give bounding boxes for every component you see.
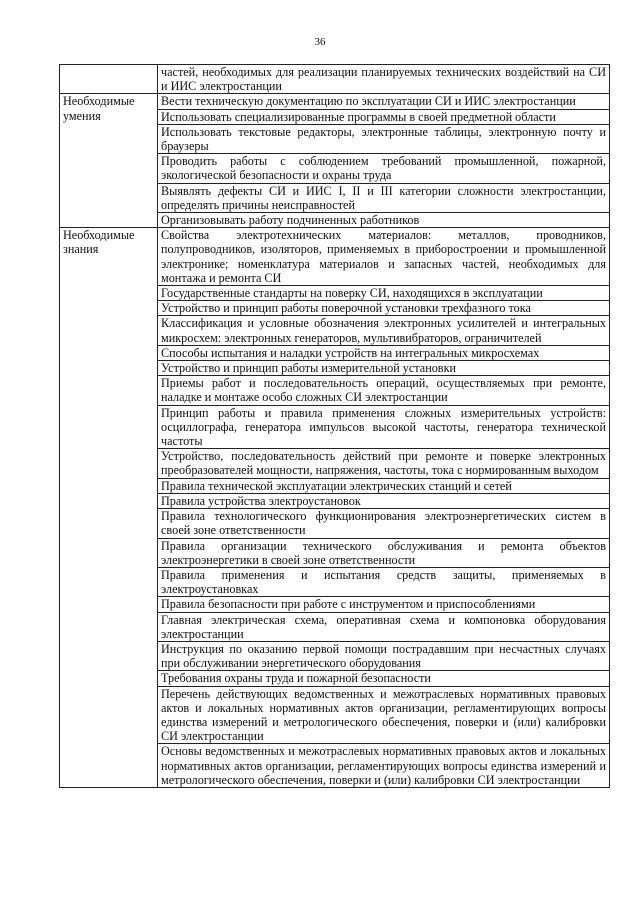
knowledge-item: Правила безопасности при работе с инструментом и приспособлениями [158, 597, 610, 612]
table-row [60, 228, 610, 286]
knowledge-item: Правила устройства электроустановок [158, 493, 610, 508]
skills-item: Вести техническую документацию по эксплуатации СИ и ИИС электростанции [158, 94, 610, 109]
knowledge-item: Правила технологического функционирования электроэнергетических систем в своей зоне ответственности [158, 509, 610, 538]
table-row [60, 94, 610, 109]
knowledge-label: Необходимые знания [60, 228, 158, 788]
requirements-table-body [60, 65, 610, 788]
knowledge-item: Способы испытания и наладки устройств на интегральных микросхемах [158, 345, 610, 360]
knowledge-item: Государственные стандарты на поверку СИ, находящихся в эксплуатации [158, 286, 610, 301]
skills-item: Использовать текстовые редакторы, электронные таблицы, электронную почту и браузеры [158, 124, 610, 153]
knowledge-item: Классификация и условные обозначения электронных усилителей и интегральных микросхем: электронных генераторов, мультивибраторов, ограничителей [158, 316, 610, 345]
knowledge-item: Устройство и принцип работы измерительной установки [158, 361, 610, 376]
table-row [60, 65, 610, 94]
knowledge-item: Свойства электротехнических материалов: металлов, проводников, полупроводников, изоляторов, применяемых в приборостроении и промышленной электронике; номенклатура материалов и запасных частей, необходимых для монтажа и ремонта СИ [158, 228, 610, 286]
knowledge-item: Главная электрическая схема, оперативная схема и компоновка оборудования электростанции [158, 612, 610, 641]
empty-label-cell [60, 65, 158, 94]
knowledge-item: Основы ведомственных и межотраслевых нормативных правовых актов и локальных нормативных актов организации, регламентирующих вопросы единства измерений и метрологического обеспечения, поверки и (или) калибровки СИ электростанции [158, 744, 610, 788]
knowledge-item: Правила применения и испытания средств защиты, применяемых в электроустановках [158, 567, 610, 596]
knowledge-item: Приемы работ и последовательность операций, осуществляемых при ремонте, наладке и монтаже особо сложных СИ электростанции [158, 376, 610, 405]
knowledge-item: Устройство и принцип работы поверочной установки трехфазного тока [158, 301, 610, 316]
skills-item: Выявлять дефекты СИ и ИИС I, II и III категории сложности электростанции, определять причины неисправностей [158, 183, 610, 212]
knowledge-item: Правила организации технического обслуживания и ремонта объектов электроэнергетики в своей зоне ответственности [158, 538, 610, 567]
page-number: 36 [314, 36, 326, 48]
knowledge-item: Устройство, последовательность действий при ремонте и поверке электронных преобразователей мощности, напряжения, частоты, тока с нормированным выходом [158, 449, 610, 478]
skills-item: Использовать специализированные программы в своей предметной области [158, 109, 610, 124]
knowledge-item: Инструкция по оказанию первой помощи пострадавшим при несчастных случаях при обслуживании энергетического оборудования [158, 641, 610, 670]
skills-item: Организовывать работу подчиненных работников [158, 213, 610, 228]
knowledge-item: Правила технической эксплуатации электрических станций и сетей [158, 478, 610, 493]
knowledge-item: Перечень действующих ведомственных и межотраслевых нормативных правовых актов и локальных нормативных актов организации, регламентирующих вопросы единства измерений и метрологического обеспечения, поверки и (или) калибровки СИ электростанции [158, 686, 610, 744]
knowledge-item: Принцип работы и правила применения сложных измерительных устройств: осциллографа, генератора импульсов высокой частоты, генератора технической частоты [158, 405, 610, 449]
continued-knowledge-cell: частей, необходимых для реализации планируемых технических воздействий на СИ и ИИС электростанции [158, 65, 610, 94]
knowledge-item: Требования охраны труда и пожарной безопасности [158, 671, 610, 686]
skills-item: Проводить работы с соблюдением требований промышленной, пожарной, экологической безопасности и охраны труда [158, 154, 610, 183]
requirements-table [59, 64, 610, 788]
skills-label: Необходимые умения [60, 94, 158, 228]
